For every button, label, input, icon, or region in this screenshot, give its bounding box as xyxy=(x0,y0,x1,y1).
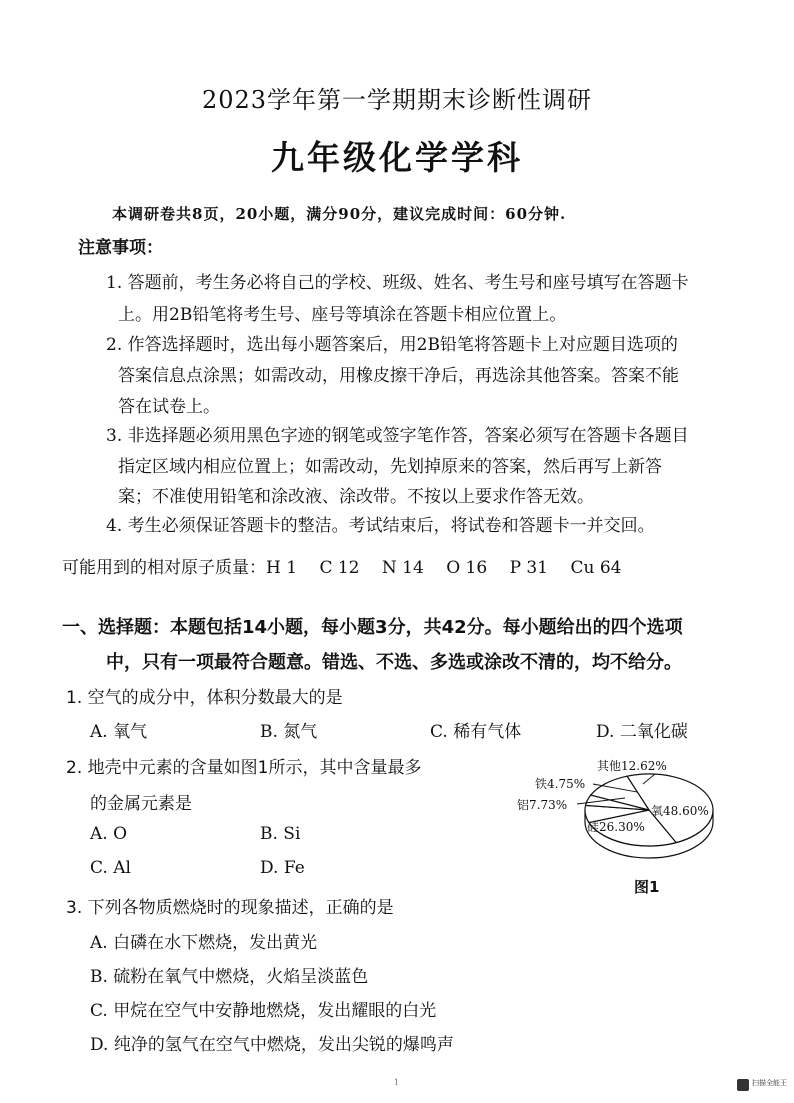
section-heading-cont: 中，只有一项最符合题意。错选、不选、多选或涂改不清的，均不给分。 xyxy=(106,652,682,673)
exam-title: 2023学年第一学期期末诊断性调研 xyxy=(201,86,593,114)
scanner-name: 扫描全能王 xyxy=(752,1079,787,1087)
note-line: 答在试卷上。 xyxy=(118,397,220,417)
atomic-mass-label: 可能用到的相对原子质量： xyxy=(62,558,266,578)
pie-label-al: 铝7.73% xyxy=(517,798,568,812)
q3-option-c: C. 甲烷在空气中安静地燃烧，发出耀眼的白光 xyxy=(90,1001,437,1021)
exam-subject: 九年级化学学科 xyxy=(271,138,523,177)
note-line: 案；不准使用铅笔和涂改液、涂改带。不按以上要求作答无效。 xyxy=(118,487,594,507)
notes-heading: 注意事项： xyxy=(78,238,163,258)
figure-1-pie xyxy=(505,752,720,872)
q3-stem: 3. 下列各物质燃烧时的现象描述，正确的是 xyxy=(66,898,394,918)
atomic-mass-line xyxy=(62,553,621,578)
q1-stem: 1. 空气的成分中，体积分数最大的是 xyxy=(66,688,343,708)
pie-label-si: 硅26.30% xyxy=(587,820,645,834)
pie-chart xyxy=(505,752,720,872)
q1-option-c: C. 稀有气体 xyxy=(430,722,522,742)
exam-intro: 本调研卷共8页，20小题，满分90分，建议完成时间：60分钟. xyxy=(112,205,567,223)
q3-option-a: A. 白磷在水下燃烧，发出黄光 xyxy=(90,933,318,953)
q2-option-c: C. Al xyxy=(90,858,131,878)
note-line: 指定区域内相应位置上；如需改动，先划掉原来的答案，然后再写上新答 xyxy=(118,457,662,477)
q2-option-a: A. O xyxy=(90,824,128,844)
note-line: 上。用2B铅笔将考生号、座号等填涂在答题卡相应位置上。 xyxy=(118,305,567,325)
note-line: 答案信息点涂黑；如需改动，用橡皮擦干净后，再选涂其他答案。答案不能 xyxy=(118,366,679,386)
scanner-watermark xyxy=(737,1077,793,1095)
q2-stem-cont: 的金属元素是 xyxy=(90,794,192,814)
page-number: 1 xyxy=(394,1078,400,1087)
section-heading: 一、选择题：本题包括14小题，每小题3分，共42分。每小题给出的四个选项 xyxy=(62,617,683,638)
q3-option-b: B. 硫粉在氧气中燃烧，火焰呈淡蓝色 xyxy=(90,967,369,987)
scanner-logo-icon xyxy=(737,1079,749,1091)
note-line: 4. 考生必须保证答题卡的整洁。考试结束后，将试卷和答题卡一并交回。 xyxy=(106,516,655,536)
q2-option-d: D. Fe xyxy=(260,858,305,878)
q1-option-b: B. 氮气 xyxy=(260,722,318,742)
note-line: 3. 非选择题必须用黑色字迹的钢笔或签字笔作答，答案必须写在答题卡各题目 xyxy=(106,426,689,446)
figure-1-caption: 图1 xyxy=(634,878,660,896)
q1-option-d: D. 二氧化碳 xyxy=(596,722,688,742)
q2-option-b: B. Si xyxy=(260,824,301,844)
pie-label-o: 氧48.60% xyxy=(651,804,709,818)
pie-label-fe: 铁4.75% xyxy=(535,777,586,791)
pie-label-other: 其他12.62% xyxy=(597,759,667,773)
q2-stem: 2. 地壳中元素的含量如图1所示，其中含量最多 xyxy=(66,758,422,778)
note-line: 1. 答题前，考生务必将自己的学校、班级、姓名、考生号和座号填写在答题卡 xyxy=(106,273,689,293)
atomic-mass-values: H 1 C 12 N 14 O 16 P 31 Cu 64 xyxy=(266,558,622,578)
q1-option-a: A. 氧气 xyxy=(90,722,148,742)
note-line: 2. 作答选择题时，选出每小题答案后，用2B铅笔将答题卡上对应题目选项的 xyxy=(106,335,678,355)
q3-option-d: D. 纯净的氢气在空气中燃烧，发出尖锐的爆鸣声 xyxy=(90,1035,454,1055)
